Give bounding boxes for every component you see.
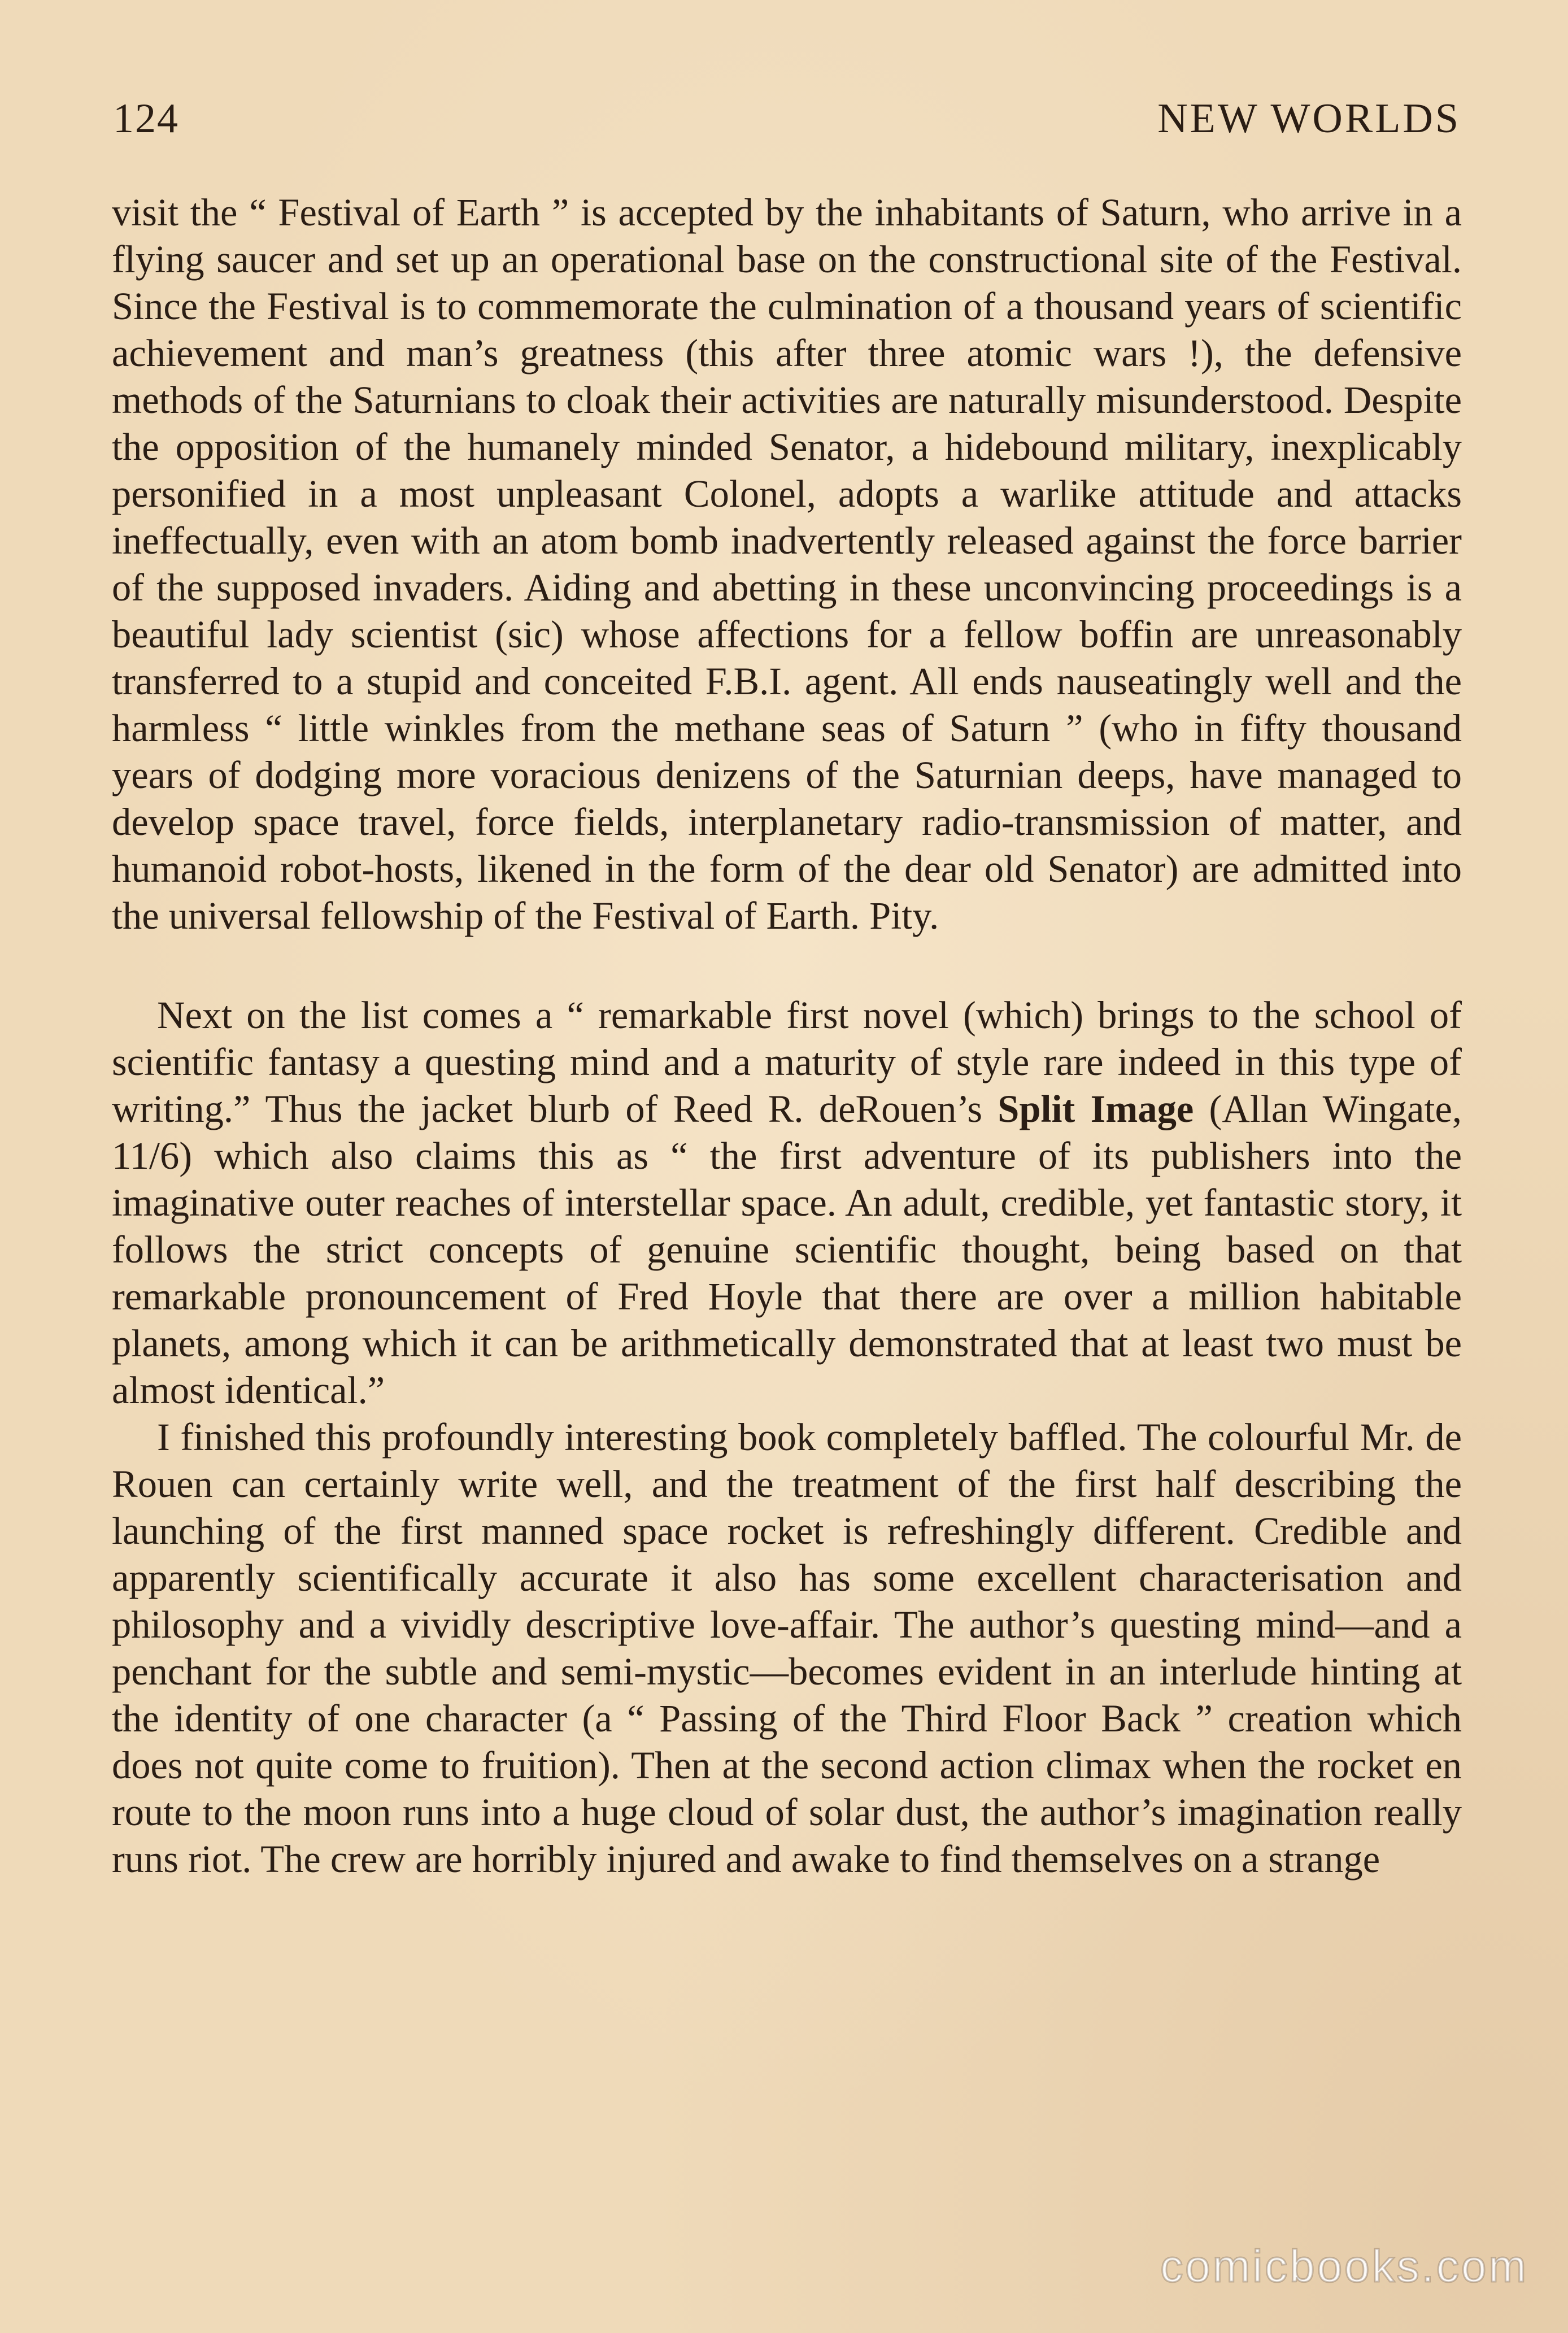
paragraph-festival-review: visit the “ Festival of Earth ” is accepted by the inhabitants of Saturn, who arrive in a flying saucer and set up an operational base on the constructional site of the Festival. Since the Festival is to commemorate the culmination of a thousand years of scientific achievement and man’s greatness (this after three atomic wars !), the defensive methods of the Saturnians to cloak their activities are naturally misunderstood. Despite the opposition of the humanely minded Senator, a hidebound military, inexplicably personified in a most unpleasant Colonel, adopts a warlike attitude and attacks ineffectually, even with an atom bomb inadvertently released against the force barrier of the supposed invaders. Aiding and abetting in these unconvincing proceedings is a beautiful lady scientist (sic) whose affections for a fellow boffin are unreasonably transferred to a stupid and conceited F.B.I. agent. All ends nauseatingly well and the harmless “ little winkles from the methane seas of Saturn ” (who in fifty thousand years of dodging more voracious denizens of the Saturnian deeps, have managed to develop space travel, force fields, interplanetary radio-transmission of matter, and humanoid robot-hosts, likened in the form of the dear old Senator) are admitted into the universal fellowship of the Festival of Earth. Pity. bbox=[112, 191, 1462, 937]
paragraph-split-image-intro bbox=[112, 992, 1462, 1414]
book-title: Split Image bbox=[998, 1087, 1194, 1130]
paragraph-split-image-review: I finished this profoundly interesting book completely baffled. The colourful Mr. de Rouen can certainly write well, and the treatment of the first half describing the launching of the first manned space rocket is refreshingly different. Credible and apparently scientifically accurate it also has some excellent characterisation and philosophy and a vividly descriptive love-affair. The author’s questing mind—and a penchant for the subtle and semi-mystic—becomes evident in an interlude hinting at the identity of one character (a “ Passing of the Third Floor Back ” creation which does not quite come to fruition). Then at the second action climax when the rocket en route to the moon runs into a huge cloud of solar dust, the author’s imagination really runs riot. The crew are horribly injured and awake to find themselves on a strange bbox=[112, 1416, 1462, 1881]
watermark: comicbooks.com bbox=[1160, 2241, 1528, 2291]
paragraph-text: (Allan Wingate, 11/6) which also claims this as “ the first adventure of its publishers into the imaginative outer reaches of interstellar space. An adult, credible, yet fantastic story, it follows the strict concepts of genuine scientific thought, being based on that remarkable pronouncement of Fred Hoyle that there are over a million habitable planets, among which it can be arithmetically demonstrated that at least two must be almost identical.” bbox=[112, 1087, 1462, 1412]
paragraph-text: Next on the list comes a “ remarkable first novel (which) brings to the school of scientific fantasy a questing mind and a maturity of style rare indeed in this type of writing.” Thus the jacket blurb of Reed R. deRouen’s bbox=[112, 994, 1462, 1130]
page-number: 124 bbox=[113, 95, 179, 142]
running-head: NEW WORLDS bbox=[1157, 95, 1461, 142]
body-text bbox=[112, 189, 1462, 1883]
page-header bbox=[113, 95, 1461, 157]
